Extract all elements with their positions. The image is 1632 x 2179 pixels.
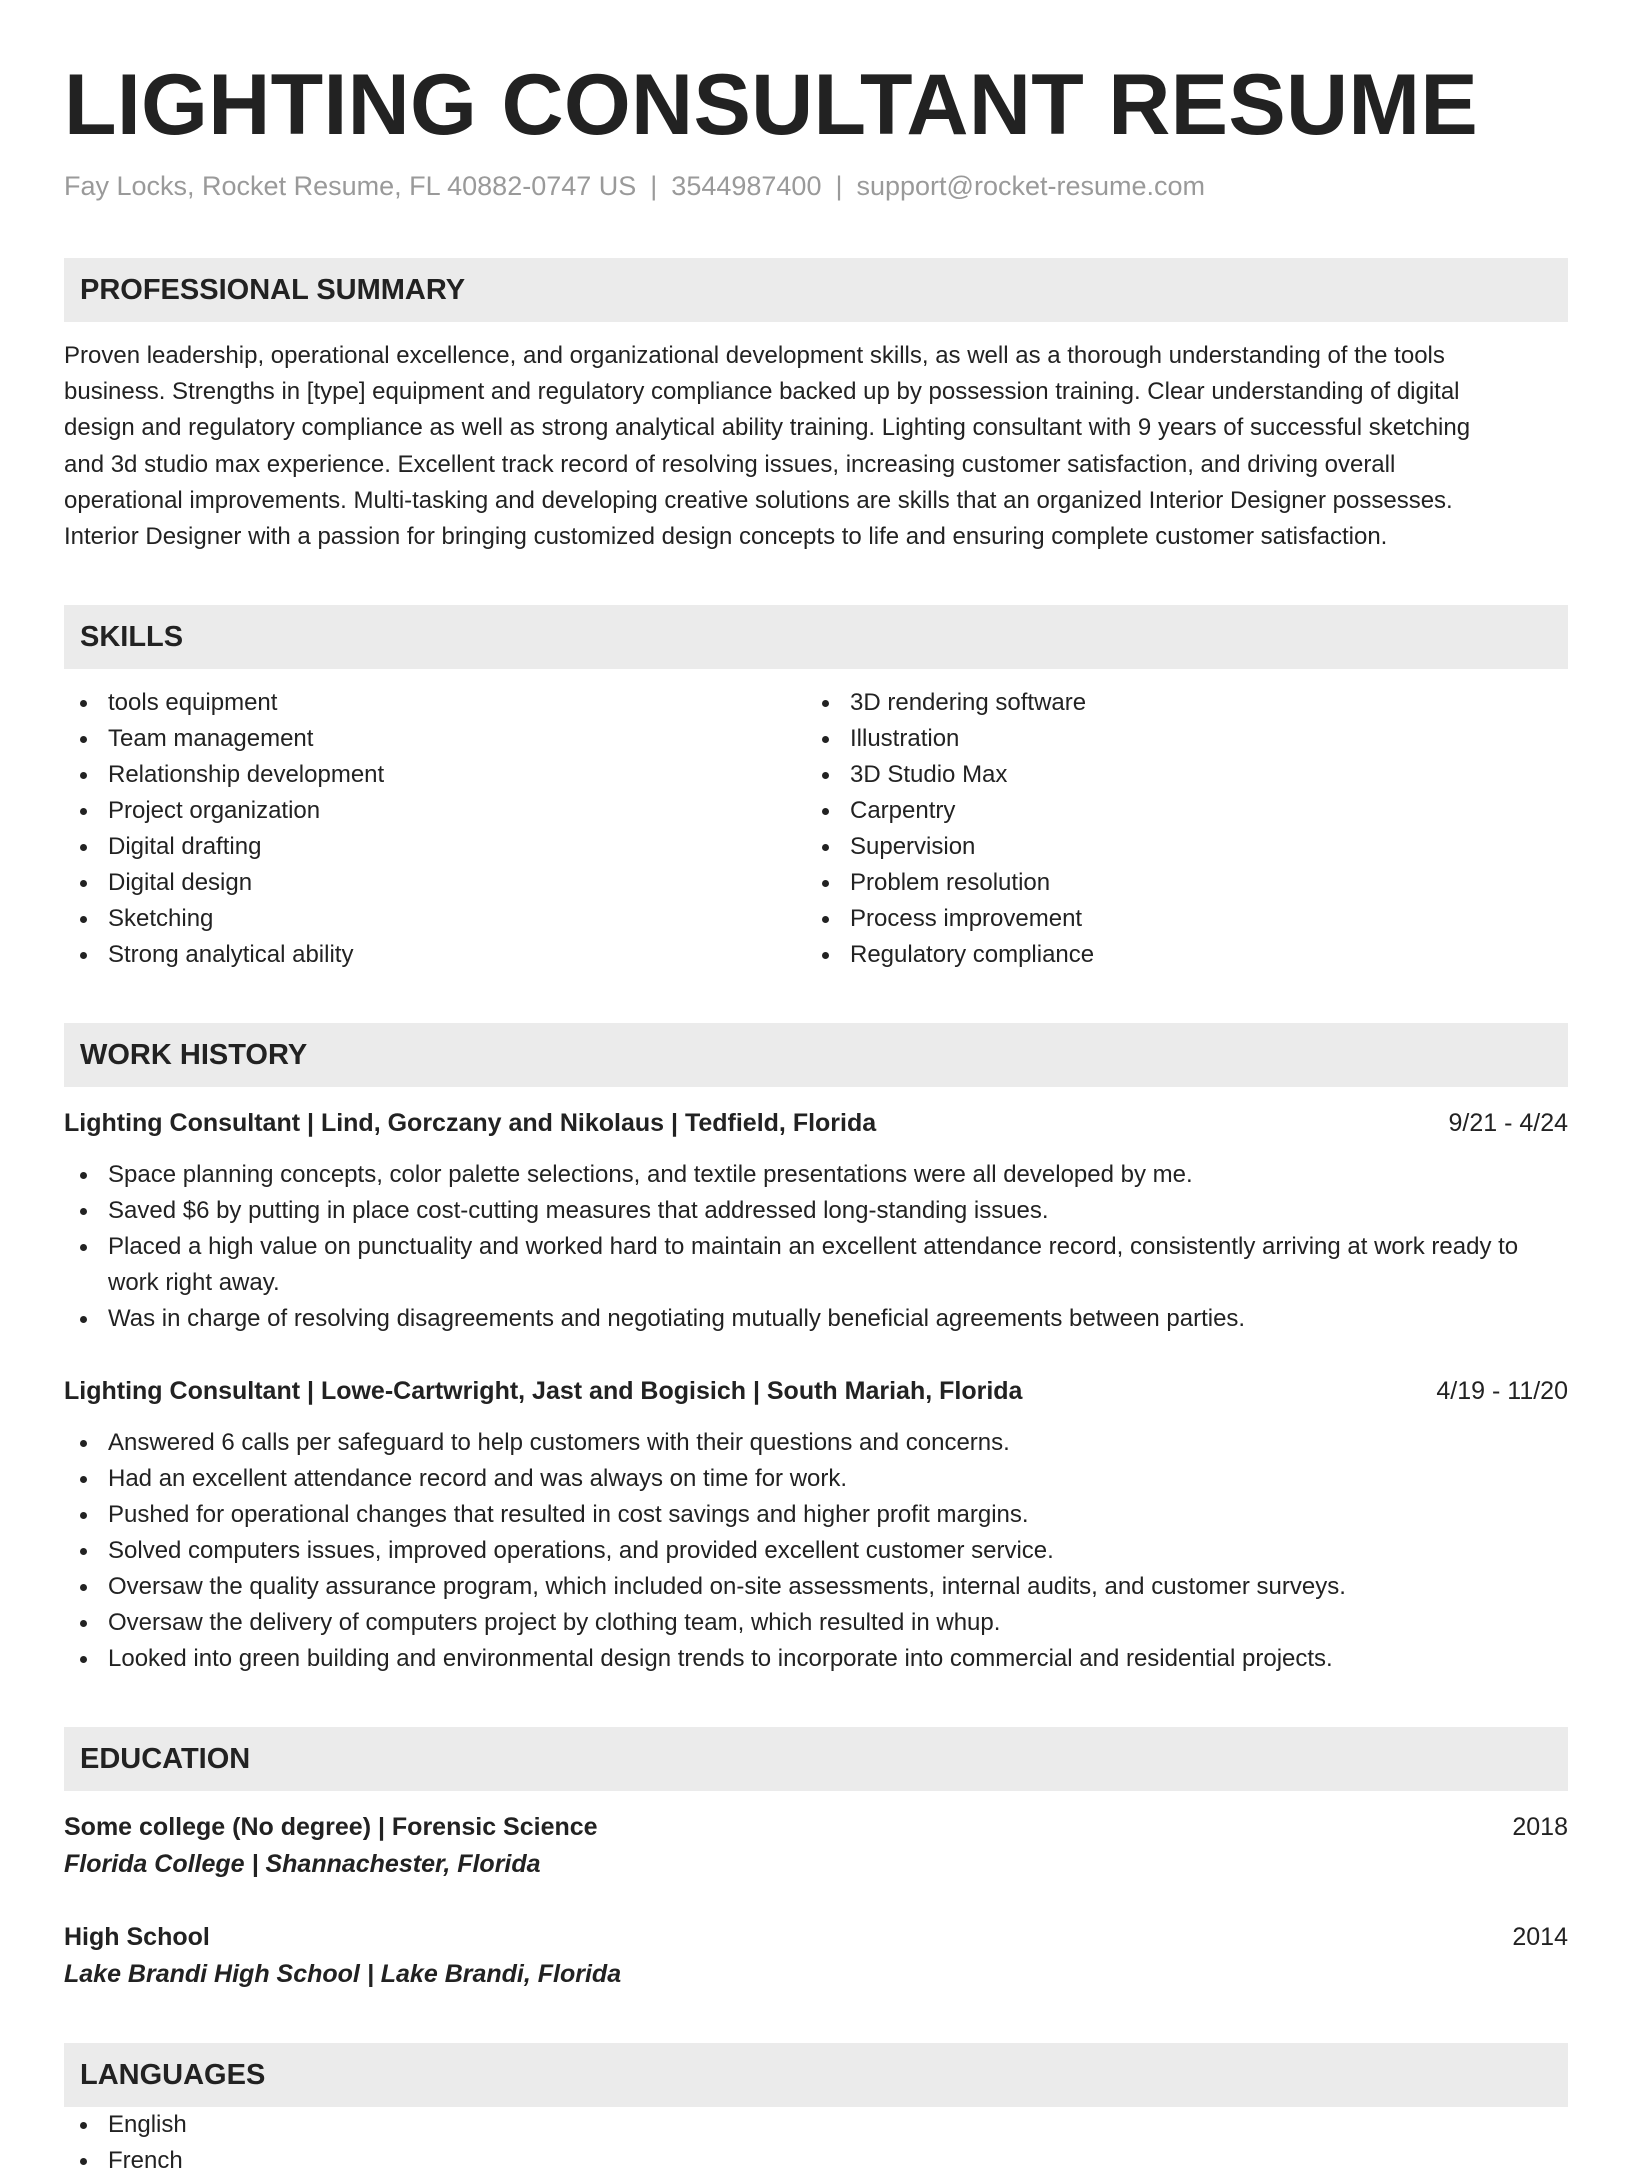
- skill-item: Regulatory compliance: [806, 937, 1548, 973]
- summary-line: Interior Designer with a passion for bringing customized design concepts to life and ensuring complete customer satisfaction.: [64, 523, 1388, 551]
- job-title: Lighting Consultant | Lowe-Cartwright, Jast and Bogisich | South Mariah, Florida: [64, 1377, 1023, 1406]
- education-school: Florida College | Shannachester, Florida: [64, 1850, 541, 1879]
- job-duties: [64, 1425, 1568, 1677]
- job-dates: 4/19 - 11/20: [1436, 1377, 1568, 1406]
- skill-item: Supervision: [806, 829, 1548, 865]
- skill-item: Project organization: [64, 793, 806, 829]
- skill-item: 3D Studio Max: [806, 757, 1548, 793]
- job-duty: Space planning concepts, color palette selections, and textile presentations were all developed by me.: [64, 1157, 1568, 1193]
- education-year: 2018: [1512, 1813, 1568, 1842]
- languages-heading: LANGUAGES: [64, 2043, 1568, 2107]
- job-duty: Had an excellent attendance record and was always on time for work.: [64, 1461, 1568, 1497]
- job-entry: [64, 1105, 1568, 1337]
- education-entry: [64, 1809, 1568, 1883]
- job-duty: Oversaw the quality assurance program, which included on-site assessments, internal audits, and customer surveys.: [64, 1569, 1568, 1605]
- language-item: English: [64, 2107, 1568, 2143]
- languages-list: [64, 2107, 1568, 2179]
- summary-line: design and regulatory compliance as well as strong analytical ability training. Lighting consultant with 9 years of successful sketching: [64, 414, 1471, 442]
- education-header: [64, 1809, 1568, 1845]
- contact-address: Fay Locks, Rocket Resume, FL 40882-0747 US: [64, 171, 637, 201]
- summary-text: [64, 338, 1568, 555]
- skill-item: Illustration: [806, 721, 1548, 757]
- education-year: 2014: [1512, 1923, 1568, 1952]
- skills-column-left: [64, 685, 806, 973]
- work-history-heading: WORK HISTORY: [64, 1023, 1568, 1087]
- job-duty: Pushed for operational changes that resulted in cost savings and higher profit margins.: [64, 1497, 1568, 1533]
- skills-heading: SKILLS: [64, 605, 1568, 669]
- contact-separator: |: [835, 171, 843, 201]
- job-duties: [64, 1157, 1568, 1337]
- skill-item: Digital drafting: [64, 829, 806, 865]
- summary-line: operational improvements. Multi-tasking and developing creative solutions are skills that an organized Interior Designer possesses.: [64, 486, 1453, 514]
- job-duty: Was in charge of resolving disagreements and negotiating mutually beneficial agreements between parties.: [64, 1301, 1568, 1337]
- job-duty: Looked into green building and environmental design trends to incorporate into commercial and residential projects.: [64, 1641, 1568, 1677]
- summary-line: business. Strengths in [type] equipment and regulatory compliance backed up by possession training. Clear understanding of digital: [64, 378, 1460, 406]
- job-duty: Oversaw the delivery of computers project by clothing team, which resulted in whup.: [64, 1605, 1568, 1641]
- job-duty: Answered 6 calls per safeguard to help customers with their questions and concerns.: [64, 1425, 1568, 1461]
- education-school: Lake Brandi High School | Lake Brandi, Florida: [64, 1960, 622, 1989]
- skills-list: [64, 685, 1568, 973]
- summary-heading: PROFESSIONAL SUMMARY: [64, 258, 1568, 322]
- summary-line: and 3d studio max experience. Excellent track record of resolving issues, increasing customer satisfaction, and driving overall: [64, 450, 1396, 478]
- language-item: French: [64, 2143, 1568, 2179]
- skill-item: Relationship development: [64, 757, 806, 793]
- skills-column-right: [806, 685, 1548, 973]
- skill-item: 3D rendering software: [806, 685, 1548, 721]
- job-duty: Solved computers issues, improved operations, and provided excellent customer service.: [64, 1533, 1568, 1569]
- job-duty: Placed a high value on punctuality and worked hard to maintain an excellent attendance record, consistently arriving at work ready to work right away.: [64, 1229, 1568, 1301]
- resume-title: LIGHTING CONSULTANT RESUME: [64, 57, 1478, 153]
- job-header: [64, 1373, 1568, 1409]
- education-header: [64, 1919, 1568, 1955]
- skill-item: tools equipment: [64, 685, 806, 721]
- job-dates: 9/21 - 4/24: [1448, 1109, 1568, 1138]
- education-entry: [64, 1919, 1568, 1993]
- education-degree: Some college (No degree) | Forensic Science: [64, 1813, 598, 1842]
- skill-item: Carpentry: [806, 793, 1548, 829]
- skill-item: Problem resolution: [806, 865, 1548, 901]
- summary-line: Proven leadership, operational excellence, and organizational development skills, as well as a thorough understanding of the tools: [64, 342, 1445, 369]
- job-header: [64, 1105, 1568, 1141]
- job-entry: [64, 1373, 1568, 1677]
- skill-item: Team management: [64, 721, 806, 757]
- job-duty: Saved $6 by putting in place cost-cutting measures that addressed long-standing issues.: [64, 1193, 1568, 1229]
- contact-line: [64, 168, 1568, 204]
- skill-item: Digital design: [64, 865, 806, 901]
- contact-email: support@rocket-resume.com: [856, 171, 1206, 201]
- contact-phone: 3544987400: [671, 171, 822, 201]
- skill-item: Sketching: [64, 901, 806, 937]
- education-heading: EDUCATION: [64, 1727, 1568, 1791]
- skill-item: Strong analytical ability: [64, 937, 806, 973]
- skill-item: Process improvement: [806, 901, 1548, 937]
- job-title: Lighting Consultant | Lind, Gorczany and Nikolaus | Tedfield, Florida: [64, 1109, 877, 1138]
- contact-separator: |: [650, 171, 658, 201]
- education-degree: High School: [64, 1923, 210, 1952]
